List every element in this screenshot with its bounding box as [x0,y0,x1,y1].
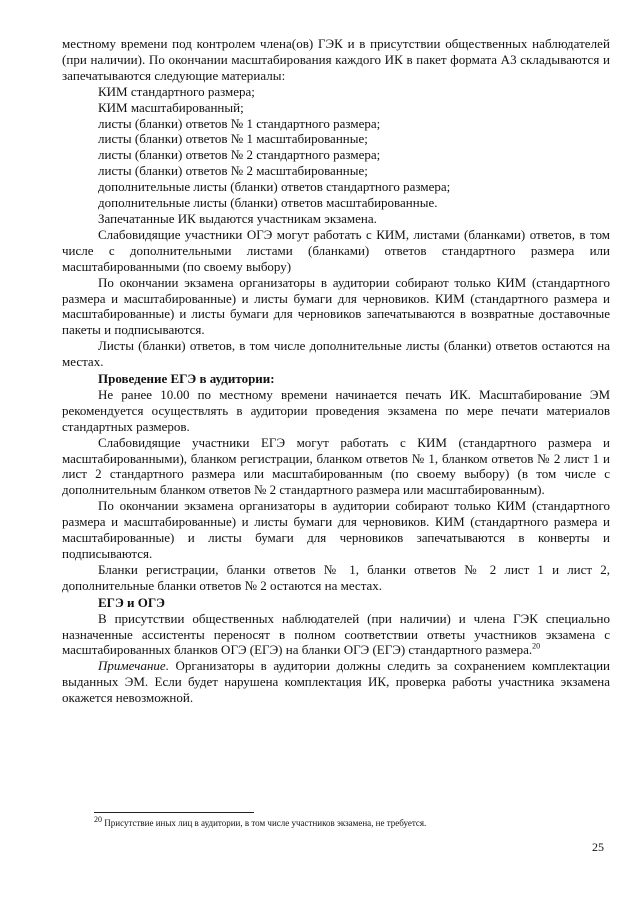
footnote [94,815,614,829]
paragraph-oge-remain: Листы (бланки) ответов, в том числе дополнительные листы (бланки) ответов остаются на местах. [62,338,610,370]
paragraph-ege-print: Не ранее 10.00 по местному времени начинается печать ИК. Масштабирование ЭМ рекомендуется осуществлять в аудитории проведения экзамена по мере печати материалов стандартных размеров. [62,386,610,434]
list-item: листы (бланки) ответов № 1 стандартного размера; [98,115,381,131]
note-label: Примечание. [98,658,169,674]
paragraph-transfer [62,611,610,659]
transfer-text: В присутствии общественных наблюдателей (при наличии) и члена ГЭК специально назначенные ассистенты переносят в полном соответствии ответы участников экзамена с масштабированных бланков ОГЭ (ЕГЭ) на бланки ОГЭ (ЕГЭ) стандартного размера. [62,610,610,658]
paragraph-note [62,658,610,706]
note-text: Организаторы в аудитории должны следить за сохранением комплектации выданных ЭМ. Если будет нарушена комплектация ИК, проверка работы участника экзамена окажется невозможной. [62,658,610,706]
heading-ege-conduct: Проведение ЕГЭ в аудитории: [98,371,275,387]
list-item: листы (бланки) ответов № 2 масштабированные; [98,163,368,179]
paragraph-intro: местному времени под контролем члена(ов) ГЭК и в присутствии общественных наблюдателей (при наличии). По окончании масштабирования каждого ИК в пакет формата А3 складываются и запечатываются следующие материалы: [62,36,610,83]
footnote-text: Присутствие иных лиц в аудитории, в том числе участников экзамена, не требуется. [102,818,427,828]
list-item: Запечатанные ИК выдаются участникам экзамена. [98,210,377,226]
paragraph-oge-collection: По окончании экзамена организаторы в аудитории собирают только КИМ (стандартного размера и масштабированные) и листы бумаги для черновиков. КИМ (стандартного размера и масштабированные) и листы бумаги для черновиков запечатываются в возвратные доставочные пакеты и подписываются. [62,274,610,338]
list-item: дополнительные листы (бланки) ответов стандартного размера; [98,179,451,195]
footnote-reference: 20 [532,642,541,652]
page-number: 25 [592,840,604,854]
list-item: листы (бланки) ответов № 2 стандартного размера; [98,147,381,163]
footnote-number: 20 [94,815,102,824]
list-item: листы (бланки) ответов № 1 масштабированные; [98,131,368,147]
list-item: КИМ масштабированный; [98,99,244,115]
heading-ege-oge: ЕГЭ и ОГЭ [98,594,165,610]
list-item: дополнительные листы (бланки) ответов масштабированные. [98,195,438,211]
document-body [62,36,610,706]
paragraph-oge-visually-impaired: Слабовидящие участники ОГЭ могут работать с КИМ, листами (бланками) ответов, в том числе с дополнительными листами (бланками) ответов стандартного размера или масштабированными (по своему выбору) [62,226,610,274]
paragraph-ege-collection: По окончании экзамена организаторы в аудитории собирают только КИМ (стандартного размера и масштабированные) и листы бумаги для черновиков. КИМ (стандартного размера и масштабированные) и листы бумаги для черновиков запечатываются в конверты и подписываются. [62,498,610,561]
list-item: КИМ стандартного размера; [98,83,255,99]
footnote-divider [94,812,254,813]
paragraph-ege-remain: Бланки регистрации, бланки ответов № 1, бланки ответов № 2 лист 1 и лист 2, дополнительные бланки ответов № 2 остаются на местах. [62,561,610,593]
paragraph-ege-visually-impaired: Слабовидящие участники ЕГЭ могут работать с КИМ (стандартного размера и масштабированными), бланком регистрации, бланком ответов № 1, бланком ответов № 2 лист 1 и лист 2 стандартного размера или масштабированным (по своему выбору) (в том числе с дополнительным бланком ответов № 2 стандартного размера или масштабированным). [62,434,610,498]
